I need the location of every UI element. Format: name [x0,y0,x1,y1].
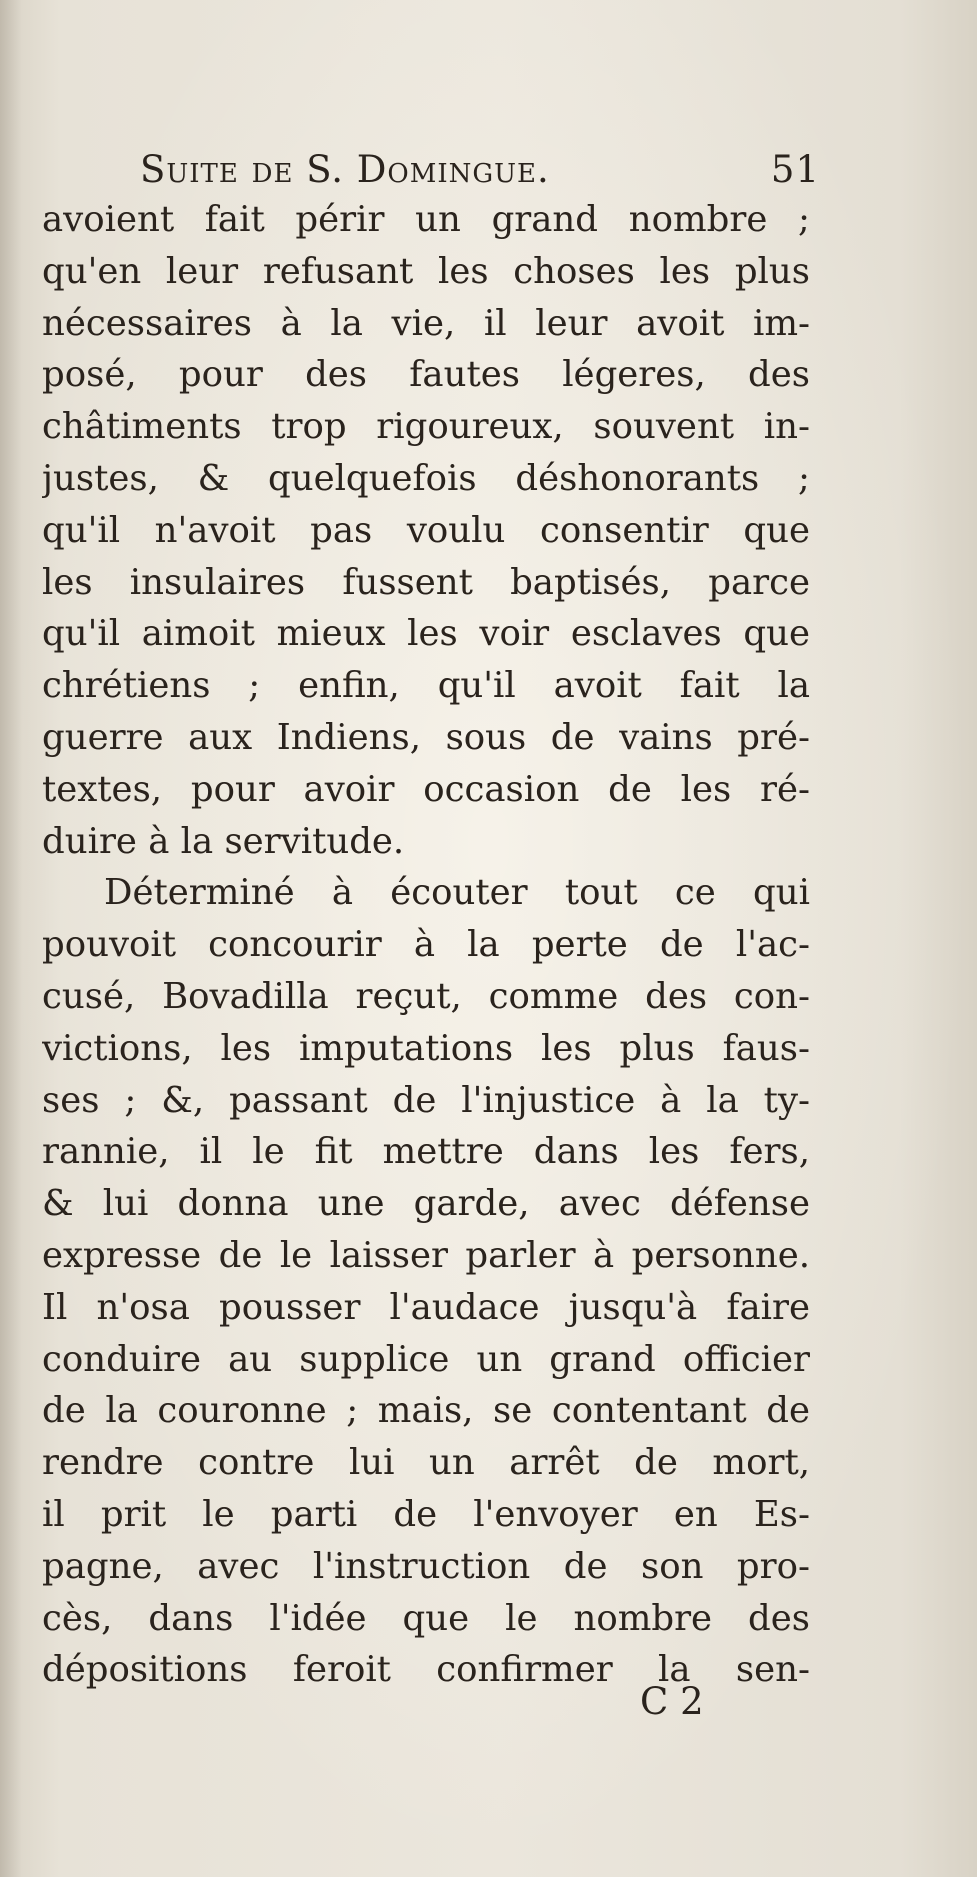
text-line: guerre aux Indiens, sous de vains pré- [42,716,810,758]
text-line: de la couronne ; mais, se contentant de [42,1390,810,1432]
text-line: & lui donna une garde, avec défense [42,1183,810,1225]
page-header [140,148,820,198]
text-line: qu'il n'avoit pas voulu consentir que [42,509,810,551]
page-number: 51 [770,148,820,191]
text-line: expresse de le laisser parler à personne. [42,1234,810,1276]
text-line: qu'en leur refusant les choses les plus [42,250,810,292]
text-line: cès, dans l'idée que le nombre des [42,1597,810,1639]
text-line: il prit le parti de l'envoyer en Es- [42,1493,810,1535]
text-line: nécessaires à la vie, il leur avoit im- [42,302,810,344]
text-line: pagne, avec l'instruction de son pro- [42,1545,810,1587]
text-line: qu'il aimoit mieux les voir esclaves que [42,613,810,655]
text-line: Il n'osa pousser l'audace jusqu'à faire [42,1286,810,1328]
text-line: chrétiens ; enfin, qu'il avoit fait la [42,665,810,707]
paragraph-start-line: Déterminé à écouter tout ce qui [104,872,810,914]
text-line: châtiments trop rigoureux, souvent in- [42,406,810,448]
running-title: Suite de S. Domingue. [140,148,550,191]
text-line: ses ; &, passant de l'injustice à la ty- [42,1079,810,1121]
text-line: rannie, il le fit mettre dans les fers, [42,1131,810,1173]
text-line: cusé, Bovadilla reçut, comme des con- [42,975,810,1017]
text-line: les insulaires fussent baptisés, parce [42,561,810,603]
text-line: textes, pour avoir occasion de les ré- [42,768,810,810]
text-line: victions, les imputations les plus faus- [42,1027,810,1069]
paragraph-end-line: duire à la servitude. [42,820,405,862]
body-text [42,194,810,1696]
text-line: pouvoit concourir à la perte de l'ac- [42,924,810,966]
text-line: dépositions feroit confirmer la sen- [42,1649,810,1691]
text-line: avoient fait périr un grand nombre ; [42,199,810,240]
text-line: posé, pour des fautes légeres, des [42,354,810,396]
signature-mark: C 2 [640,1680,704,1723]
text-line: rendre contre lui un arrêt de mort, [42,1442,810,1484]
binding-shadow [0,0,22,1877]
text-line: justes, & quelquefois déshonorants ; [42,457,810,499]
text-line: conduire au supplice un grand officier [42,1338,810,1380]
